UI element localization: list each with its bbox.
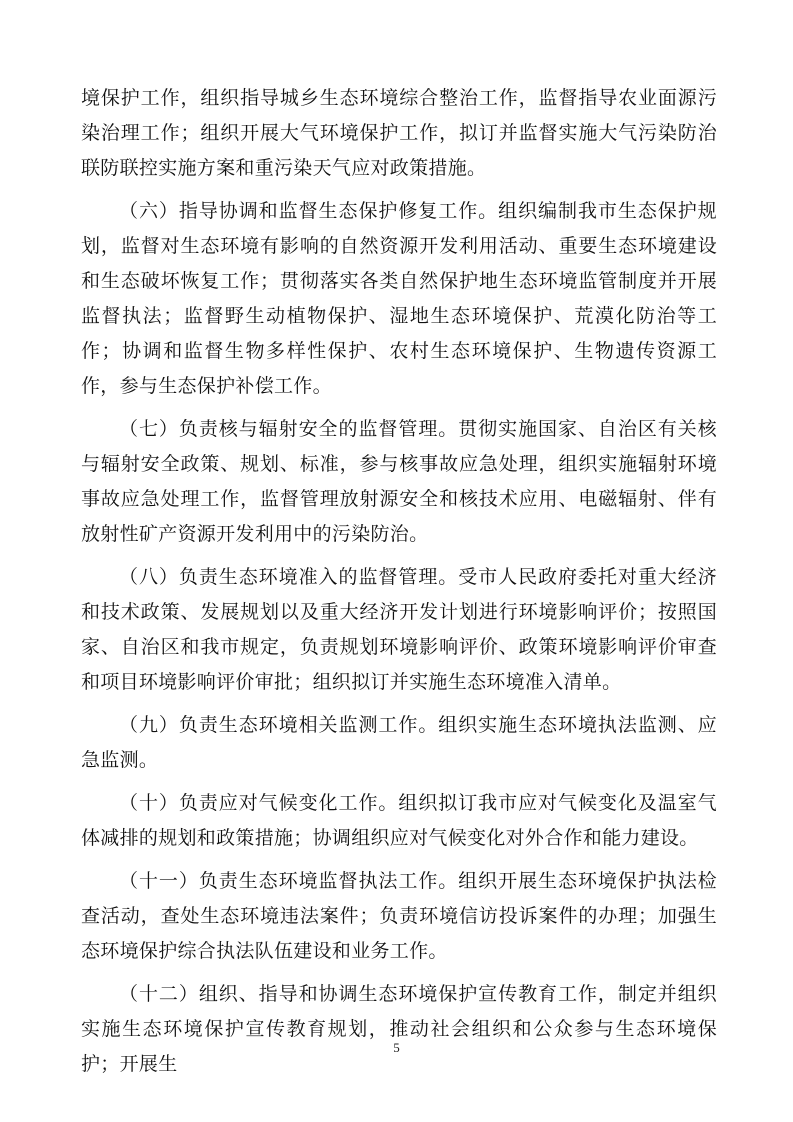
paragraph-continuation: 境保护工作，组织指导城乡生态环境综合整治工作，监督指导农业面源污染治理工作；组织开展大气环境保护工作，拟订并监督实施大气污染防治联防联控实施方案和重污染天气应对政策措施。	[81, 87, 717, 179]
paragraph-item-8: （八）负责生态环境准入的监督管理。受市人民政府委托对重大经济和技术政策、发展规划以及重大经济开发计划进行环境影响评价；按照国家、自治区和我市规定，负责规划环境影响评价、政策环境影响评价审查和项目环境影响评价审批；组织拟订并实施生态环境准入清单。	[81, 566, 717, 693]
paragraph-item-11: （十一）负责生态环境监督执法工作。组织开展生态环境保护执法检查活动，查处生态环境违法案件；负责环境信访投诉案件的办理；加强生态环境保护综合执法队伍建设和业务工作。	[81, 870, 717, 962]
body-text	[81, 81, 717, 1090]
paragraph-item-10: （十）负责应对气候变化工作。组织拟订我市应对气候变化及温室气体减排的规划和政策措施；协调组织应对气候变化对外合作和能力建设。	[81, 792, 717, 849]
paragraph-item-7: （七）负责核与辐射安全的监督管理。贯彻实施国家、自治区有关核与辐射安全政策、规划、标准，参与核事故应急处理，组织实施辐射环境事故应急处理工作，监督管理放射源安全和核技术应用、电磁辐射、伴有放射性矿产资源开发利用中的污染防治。	[81, 418, 717, 545]
paragraph-item-6: （六）指导协调和监督生态保护修复工作。组织编制我市生态保护规划，监督对生态环境有影响的自然资源开发利用活动、重要生态环境建设和生态破坏恢复工作；贯彻落实各类自然保护地生态环境监管制度并开展监督执法；监督野生动植物保护、湿地生态环境保护、荒漠化防治等工作；协调和监督生物多样性保护、农村生态环境保护、生物遗传资源工作，参与生态保护补偿工作。	[81, 200, 717, 397]
paragraph-item-9: （九）负责生态环境相关监测工作。组织实施生态环境执法监测、应急监测。	[81, 714, 717, 771]
paragraph-item-12: （十二）组织、指导和协调生态环境保护宣传教育工作，制定并组织实施生态环境保护宣传教育规划，推动社会组织和公众参与生态环境保护；开展生	[81, 983, 717, 1075]
page-number: 5	[393, 1040, 400, 1055]
